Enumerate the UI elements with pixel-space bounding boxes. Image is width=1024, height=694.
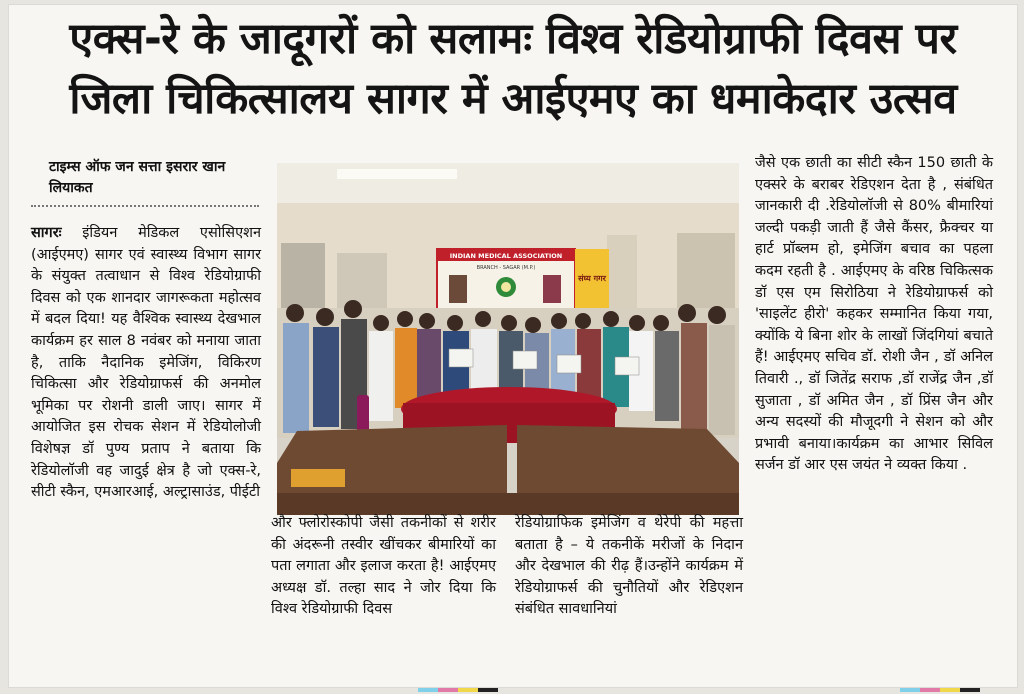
newspaper-page — [8, 4, 1018, 688]
article-column-1 — [31, 223, 261, 504]
headline — [9, 9, 1017, 145]
banner-subtitle: BRANCH - SAGAR (M.P.) — [476, 265, 536, 271]
banner-title: INDIAN MEDICAL ASSOCIATION — [449, 252, 563, 260]
dateline: सागरः — [31, 225, 62, 241]
article-column-3: रेडियोग्राफिक इमेजिंग व थेरेपी की महत्ता बताता है – ये तकनीकें मरीजों के निदान और देखभाल की रीढ़ हैं।उन्होंने कार्यक्रम में रेडियोग्राफर्स की चुनौतियों और रेडिएशन संबंधित सावधानियां — [515, 515, 743, 618]
print-registration-mark-2 — [900, 688, 980, 692]
event-photo — [277, 163, 739, 515]
headline-line-2: जिला चिकित्सालय सागर में आईएमए का धमाकेदार उत्सव — [69, 74, 957, 124]
print-registration-mark — [418, 688, 498, 692]
headline-line-1: एक्स-रे के जादूगरों को सलामः विश्व रेडियोग्राफी दिवस पर — [69, 14, 957, 64]
side-banner-text: संघ्य गगर — [578, 274, 606, 283]
article-text-1: इंडियन मेडिकल एसोसिएशन (आईएमए) सागर एवं स्वास्थ्य विभाग सागर के संयुक्त तत्वाधान से विश्व रेडियोग्राफी दिवस को एक शानदार जागरूकता महोत्सव में बदल दिया! यह वैश्विक स्वास्थ्य देखभाल कार्यक्रम हर साल 8 नवंबर को मनाया जाता है, ताकि नैदानिक इमेजिंग, विकिरण चिकित्सा और रेडियोग्राफर्स की अनमोल भूमिका पर रोशनी डाली जाए। सागर में आयोजित इस रोचक सेशन में रेडियोलोजी विशेषज्ञ डॉ पुण्य प्रताप ने बताया कि रेडियोलॉजी वह जादुई क्षेत्र है जो एक्स-रे, सीटी स्कैन, एमआरआई, अल्ट्रासाउंड, पीईटी — [31, 225, 261, 501]
byline: टाइम्स ऑफ जन सत्ता इसरार खान लियाकत — [49, 159, 226, 196]
article-column-2: और फ्लोरोस्कोपी जैसी तकनीकों से शरीर की अंदरूनी तस्वीर खींचकर बीमारियों का पता लगाता और इलाज करता है! आईएमए अध्यक्ष डॉ. तल्हा साद ने जोर दिया कि विश्व रेडियोग्राफी दिवस — [271, 515, 496, 618]
article-column-4: जैसे एक छाती का सीटी स्कैन 150 छाती के एक्सरे के बराबर रेडिएशन देता है , संबंधित जानकारी दी .रेडियोलॉजी से 80% बीमारियां जल्दी पकड़ी जाती हैं जैसे कैंसर, फ्रैक्चर या हार्ट प्रॉब्लम हो, इमेजिंग बचाव का पहला कदम रहती है . आईएमए के वरिष्ठ चिकित्सक डॉ एस एम सिरोठिया ने रेडियोग्राफर्स को 'साइलेंट हीरो' कहकर सम्मानित किया गया, क्योंकि ये बिना शोर के लाखों जिंदगियां बचाते हैं! आईएमए सचिव डॉ. रोशी जैन , डॉ अनिल तिवारी ., डॉ जितेंद्र सराफ ,डॉ राजेंद्र जैन ,डॉ सुजाता , डॉ अमित जैन , डॉ प्रिंस जैन और अन्य सदस्यों की मौजूदगी ने सेशन को और प्रभावी बनाया।कार्यक्रम का आभार सिविल सर्जन डॉ आर एस जयंत ने व्यक्त किया . — [755, 155, 993, 474]
byline-divider — [31, 205, 259, 207]
